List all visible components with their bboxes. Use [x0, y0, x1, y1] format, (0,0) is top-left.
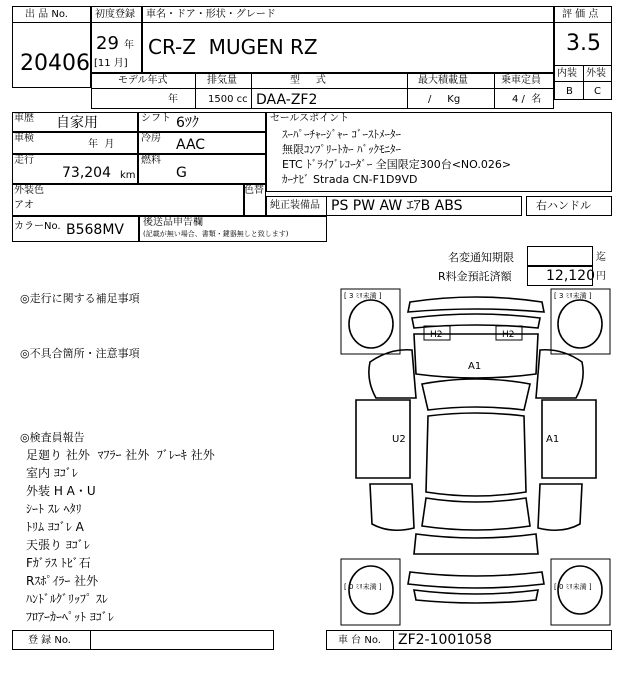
- type-value: DAA-ZF2: [256, 92, 318, 108]
- name-change-value: [527, 246, 593, 266]
- tire-fr: [558, 300, 602, 348]
- capacity-label: 乗車定員: [501, 75, 541, 86]
- displacement: 1500 cc: [208, 94, 248, 105]
- inspector-report: [26, 446, 215, 626]
- inspector-line: 室内 ﾖｺﾞﾚ: [26, 466, 78, 480]
- mileage-value: 73,204: [62, 165, 111, 181]
- model-year-unit: 年: [168, 94, 178, 105]
- rear-bumper: [408, 572, 544, 588]
- inspector-line: ﾊﾝﾄﾞﾙｸﾞﾘｯﾌﾟ ｽﾚ: [26, 592, 108, 606]
- history-label: 車歴: [14, 113, 34, 124]
- chassis-label: 車 台 No.: [338, 635, 381, 646]
- lot-no-label: 出 品 No.: [25, 9, 68, 20]
- inspector-line: 外装 H A・U: [26, 484, 96, 498]
- exterior-grade: C: [594, 86, 601, 97]
- interior-grade: B: [566, 86, 573, 97]
- model-year-label: モデル年式: [118, 75, 168, 86]
- first-reg-label: 初度登録: [95, 9, 135, 20]
- history-value: 自家用: [56, 115, 98, 131]
- equipment-divider: [326, 196, 327, 216]
- chassis-divider: [393, 630, 394, 650]
- fuel-label: 燃料: [141, 155, 161, 166]
- after-reg-note: (記載が無い場合、書類・鍵器無しと致します): [143, 230, 289, 238]
- inspector-label: ◎検査員報告: [20, 431, 85, 444]
- ac-value: AAC: [176, 137, 206, 153]
- tire-label-rl: [ 0 ﾐﾘ未満 ]: [344, 583, 382, 591]
- grade-vdivider: [583, 65, 584, 100]
- name-change-unit: 迄: [596, 252, 606, 263]
- sales-point-line-2: 無限ｺﾝﾌﾟﾘｰﾄｶｰ ﾊﾞｯｸﾓﾆﾀｰ: [282, 143, 401, 156]
- recycle-value: 12,120: [546, 268, 595, 284]
- sales-point-line-4: ｶｰﾅﾋﾞ Strada CN-F1D9VD: [282, 173, 418, 186]
- model-row-divider: [91, 88, 554, 89]
- car-damage-diagram: [340, 288, 612, 626]
- displacement-label: 排気量: [207, 75, 237, 86]
- inspector-line: 足廻り 社外 ﾏﾌﾗｰ 社外 ﾌﾞﾚｰｷ 社外: [26, 448, 215, 462]
- lot-no-divider: [12, 22, 91, 23]
- inspector-line: 天張り ﾖｺﾞﾚ: [26, 538, 90, 552]
- ext-color-label: 外装色: [14, 185, 44, 196]
- shift-label: シフト: [141, 113, 171, 124]
- windshield: [422, 379, 530, 410]
- inspection-value: 年 月: [88, 139, 115, 150]
- color-no-label: カラーNo.: [14, 221, 61, 232]
- equipment-label: 純正装備品: [270, 200, 320, 211]
- interior-label: 内装: [557, 68, 577, 79]
- car-name: CR-Z MUGEN RZ: [148, 35, 318, 59]
- mileage-label: 走行: [14, 155, 34, 166]
- model-col-1: [195, 73, 196, 109]
- car-name-divider: [142, 22, 554, 23]
- trunk: [414, 534, 538, 554]
- damage-mark: H2: [502, 330, 515, 340]
- defects-label: ◎不具合箇所・注意事項: [20, 347, 140, 360]
- model-col-2: [251, 73, 252, 109]
- roof: [426, 413, 526, 496]
- max-load: / Kg: [428, 94, 461, 105]
- recycle-label: R料金預託済額: [438, 270, 512, 283]
- model-col-4: [494, 73, 495, 109]
- inspection-label: 車検: [14, 133, 34, 144]
- model-col-3: [407, 73, 408, 109]
- sales-point-line-3: ETC ﾄﾞﾗｲﾌﾞﾚｺｰﾀﾞｰ 全国限定300台<NO.026>: [282, 158, 512, 171]
- quarter-right: [538, 484, 582, 530]
- overall-grade: 3.5: [566, 31, 601, 56]
- shift-value: 6ﾂｸ: [176, 115, 199, 131]
- grade-label: 評 価 点: [562, 9, 599, 20]
- first-reg-year-unit: 年: [124, 40, 134, 51]
- tire-label-fl: [ 3 ﾐﾘ未満 ]: [344, 292, 382, 300]
- reg-no-label: 登 録 No.: [28, 635, 71, 646]
- type-label: 型 式: [290, 75, 326, 86]
- fender-left: [369, 350, 416, 398]
- inspector-line: Fｶﾞﾗｽ ﾄﾋﾞ石: [26, 556, 91, 570]
- rear-bumper-lower: [414, 590, 538, 603]
- inspector-line: ｼｰﾄ ｽﾚ ﾍﾀﾘ: [26, 502, 82, 516]
- color-change-label: 色替: [244, 185, 264, 196]
- damage-mark: A1: [468, 361, 482, 372]
- mileage-unit: km: [120, 170, 136, 181]
- inspector-line: Rｽﾎﾟｲﾗｰ 社外: [26, 574, 99, 588]
- first-reg-month: [11 月]: [94, 58, 128, 69]
- quarter-left: [370, 484, 414, 530]
- ext-color-cell: [12, 184, 244, 216]
- reg-no-divider: [90, 630, 91, 650]
- max-load-label: 最大積載量: [418, 75, 468, 86]
- tire-label-rr: [ 0 ﾐﾘ未満 ]: [554, 583, 592, 591]
- color-no-value: B568MV: [66, 222, 124, 238]
- tire-fl: [349, 300, 393, 348]
- sales-points-label: セールスポイント: [270, 113, 350, 124]
- capacity: 4 / 名: [512, 94, 542, 105]
- ac-label: 冷房: [141, 133, 161, 144]
- steering-value: 右ハンドル: [536, 199, 591, 212]
- fender-right: [536, 350, 583, 398]
- equipment-value: PS PW AW ｴｱB ABS: [331, 198, 463, 214]
- rear-window: [422, 498, 530, 530]
- ext-color-value: アオ: [14, 200, 34, 211]
- first-reg-year: 29: [96, 33, 119, 54]
- front-bumper: [408, 297, 544, 312]
- damage-mark: H2: [430, 330, 443, 340]
- grade-divider: [554, 22, 612, 23]
- fuel-value: G: [176, 165, 187, 181]
- inspector-line: ﾌﾛｱｰｶｰﾍﾟｯﾄ ﾖｺﾞﾚ: [26, 610, 114, 624]
- first-reg-divider: [91, 22, 142, 23]
- recycle-unit: 円: [596, 271, 606, 282]
- chassis-value: ZF2-1001058: [398, 632, 492, 648]
- sales-point-line-1: ｽｰﾊﾟｰﾁｬｰｼﾞｬｰ ｺﾞｰｽﾄﾒｰﾀｰ: [282, 128, 401, 141]
- driving-notes-label: ◎走行に関する補足事項: [20, 292, 140, 305]
- tire-label-fr: [ 3 ﾐﾘ未満 ]: [554, 292, 592, 300]
- damage-mark: U2: [392, 434, 406, 445]
- inspector-line: ﾄﾘﾑ ﾖｺﾞﾚ A: [26, 520, 84, 534]
- car-name-label: 車名・ドア・形状・グレード: [146, 9, 276, 20]
- damage-mark: A1: [546, 434, 560, 445]
- lot-no: 20406: [20, 51, 90, 76]
- name-change-label: 名変通知期限: [448, 251, 514, 264]
- exterior-label: 外装: [586, 68, 606, 79]
- after-reg-label: 後送品申告欄: [143, 217, 203, 228]
